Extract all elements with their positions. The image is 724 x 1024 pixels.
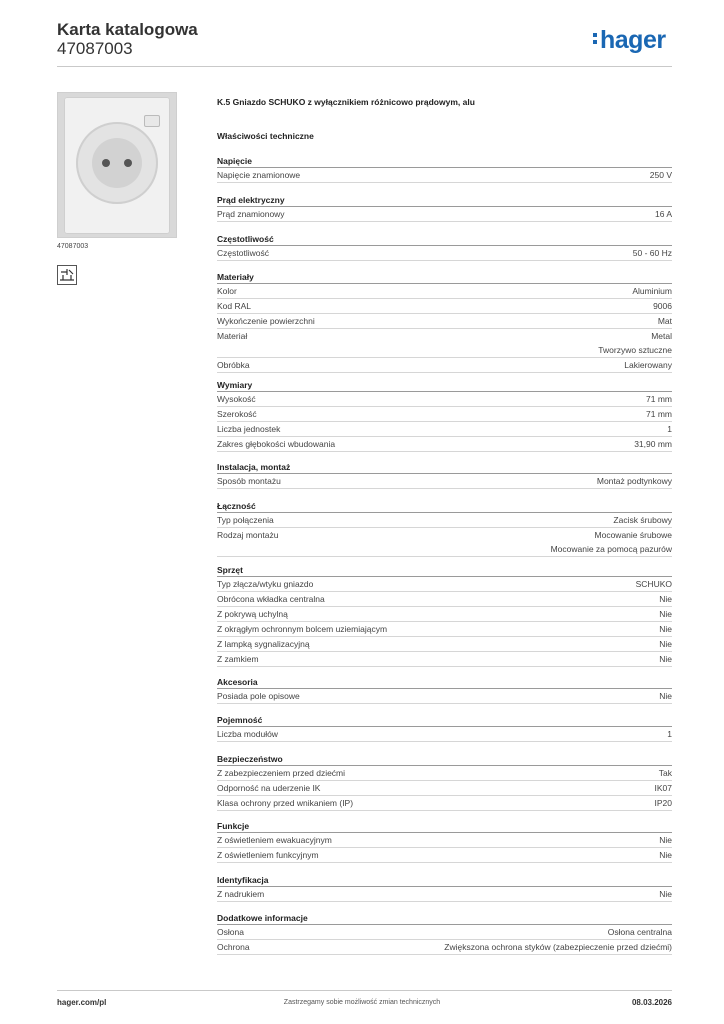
spec-value: 71 mm [646,409,672,419]
spec-row [217,766,672,781]
spec-label: Osłona [217,927,244,937]
spec-value: 31,90 mm [634,439,672,449]
section-title: Napięcie [217,155,672,168]
spec-wymiary [217,379,672,452]
footer-date: 08.03.2026 [631,998,672,1007]
footer-website: hager.com/pl [57,998,107,1007]
section-title: Instalacja, montaż [217,461,672,474]
section-title: Identyfikacja [217,874,672,887]
spec-row [217,513,672,528]
spec-prad [217,194,672,222]
spec-value-multi [598,329,672,357]
spec-value: 250 V [649,170,672,180]
spec-row [217,833,672,848]
spec-akcesoria [217,676,672,704]
spec-row [217,329,672,358]
spec-value: IP20 [654,798,672,808]
spec-value: Nie [659,850,672,860]
spec-value: 50 - 60 Hz [632,248,672,258]
footer-divider [57,990,672,991]
spec-label: Rodzaj montażu [217,530,279,540]
spec-value: Nie [659,609,672,619]
spec-value: 16 A [654,209,672,219]
section-title: Sprzęt [217,564,672,577]
spec-value: 1 [667,424,672,434]
hager-logo [593,26,666,55]
image-caption-code: 47087003 [57,243,89,250]
section-title: Bezpieczeństwo [217,753,672,766]
spec-row [217,299,672,314]
spec-row [217,358,672,373]
spec-value: Lakierowany [624,360,672,370]
spec-label: Materiał [217,331,248,341]
spec-value: Nie [659,889,672,899]
document-code: 47087003 [57,39,133,58]
spec-row [217,796,672,811]
socket-outlet [76,122,158,204]
spec-row [217,246,672,261]
spec-row [217,781,672,796]
section-title: Prąd elektryczny [217,194,672,207]
spec-identyfikacja [217,874,672,902]
spec-row [217,437,672,452]
spec-materialy [217,271,672,373]
spec-czestotliwosc [217,233,672,261]
spec-row [217,592,672,607]
spec-label: Odporność na uderzenie IK [217,783,321,793]
spec-label: Liczba jednostek [217,424,281,434]
spec-lacznosc [217,500,672,557]
spec-label: Obrócona wkładka centralna [217,594,325,604]
spec-row [217,284,672,299]
spec-funkcje [217,820,672,863]
section-title: Wymiary [217,379,672,392]
section-title: Łączność [217,500,672,513]
spec-value: Nie [659,654,672,664]
spec-value-2: Tworzywo sztuczne [598,345,672,355]
spec-pojemnosc [217,714,672,742]
spec-row [217,848,672,863]
spec-value: 1 [667,729,672,739]
spec-label: Z okrągłym ochronnym bolcem uziemiającym [217,624,388,634]
spec-sprzet [217,564,672,667]
spec-dodatkowe [217,912,672,955]
spec-row [217,689,672,704]
product-image [57,92,177,238]
spec-label: Kod RAL [217,301,252,311]
spec-value: Osłona centralna [607,927,672,937]
spec-row [217,474,672,489]
spec-value: Nie [659,835,672,845]
socket-hole-right [124,159,132,167]
brand-name: hager [600,26,666,54]
logo-dots [593,30,597,47]
flush-mount-icon [57,265,77,285]
spec-label: Klasa ochrony przed wnikaniem (IP) [217,798,354,808]
spec-row [217,887,672,902]
spec-row [217,940,672,955]
spec-row [217,314,672,329]
section-title: Akcesoria [217,676,672,689]
spec-bezpieczenstwo [217,753,672,811]
spec-label: Szerokość [217,409,257,419]
spec-value: Aluminium [632,286,672,296]
spec-value: 9006 [653,301,672,311]
spec-label: Z zamkiem [217,654,259,664]
spec-label: Z oświetleniem funkcyjnym [217,850,319,860]
spec-label: Z pokrywą uchylną [217,609,288,619]
section-title: Częstotliwość [217,233,672,246]
spec-row [217,727,672,742]
socket-hole-left [102,159,110,167]
spec-row [217,637,672,652]
spec-label: Sposób montażu [217,476,281,486]
spec-label: Typ połączenia [217,515,274,525]
spec-value: Nie [659,594,672,604]
spec-label: Z oświetleniem ewakuacyjnym [217,835,332,845]
spec-label: Typ złącza/wtyku gniazdo [217,579,314,589]
spec-label: Z lampką sygnalizacyjną [217,639,310,649]
spec-row [217,652,672,667]
spec-label: Częstotliwość [217,248,269,258]
spec-value: Metal [651,331,672,341]
spec-label: Posiada pole opisowe [217,691,300,701]
spec-value: Tak [658,768,672,778]
spec-value: Mocowanie śrubowe [594,530,672,540]
spec-label: Liczba modułów [217,729,278,739]
spec-value: Nie [659,624,672,634]
rcd-test-button [144,115,160,127]
section-title: Funkcje [217,820,672,833]
header-divider [57,66,672,67]
spec-value-multi [551,528,672,556]
spec-label: Zakres głębokości wbudowania [217,439,336,449]
properties-heading: Właściwości techniczne [217,131,314,141]
spec-value: Mat [657,316,672,326]
document-title: Karta katalogowa [57,20,198,39]
spec-row [217,607,672,622]
spec-row [217,422,672,437]
product-title: K.5 Gniazdo SCHUKO z wyłącznikiem różnicowo prądowym, alu [217,97,475,107]
spec-label: Ochrona [217,942,250,952]
spec-instalacja [217,461,672,489]
spec-label: Kolor [217,286,237,296]
section-title: Materiały [217,271,672,284]
spec-label: Wykończenie powierzchni [217,316,315,326]
spec-value: SCHUKO [635,579,672,589]
spec-value: Nie [659,639,672,649]
spec-label: Wysokość [217,394,256,404]
spec-label: Obróbka [217,360,250,370]
section-title: Pojemność [217,714,672,727]
spec-value: Zwiększona ochrona styków (zabezpieczenie przed dziećmi) [444,942,672,952]
spec-value: Nie [659,691,672,701]
spec-label: Z zabezpieczeniem przed dziećmi [217,768,346,778]
spec-row [217,407,672,422]
spec-napiecie [217,155,672,183]
spec-label: Z nadrukiem [217,889,265,899]
section-title: Dodatkowe informacje [217,912,672,925]
spec-label: Prąd znamionowy [217,209,285,219]
spec-row [217,392,672,407]
spec-row [217,925,672,940]
spec-row [217,528,672,557]
socket-plate [64,97,170,234]
spec-value-2: Mocowanie za pomocą pazurów [550,544,672,554]
spec-value: Montaż podtynkowy [596,476,672,486]
footer-note: Zastrzegamy sobie możliwość zmian technicznych [283,999,441,1006]
spec-value: 71 mm [646,394,672,404]
spec-row [217,207,672,222]
spec-row [217,577,672,592]
spec-label: Napięcie znamionowe [217,170,301,180]
spec-row [217,168,672,183]
spec-value: IK07 [654,783,672,793]
spec-row [217,622,672,637]
socket-recess [92,138,142,188]
spec-value: Zacisk śrubowy [613,515,672,525]
